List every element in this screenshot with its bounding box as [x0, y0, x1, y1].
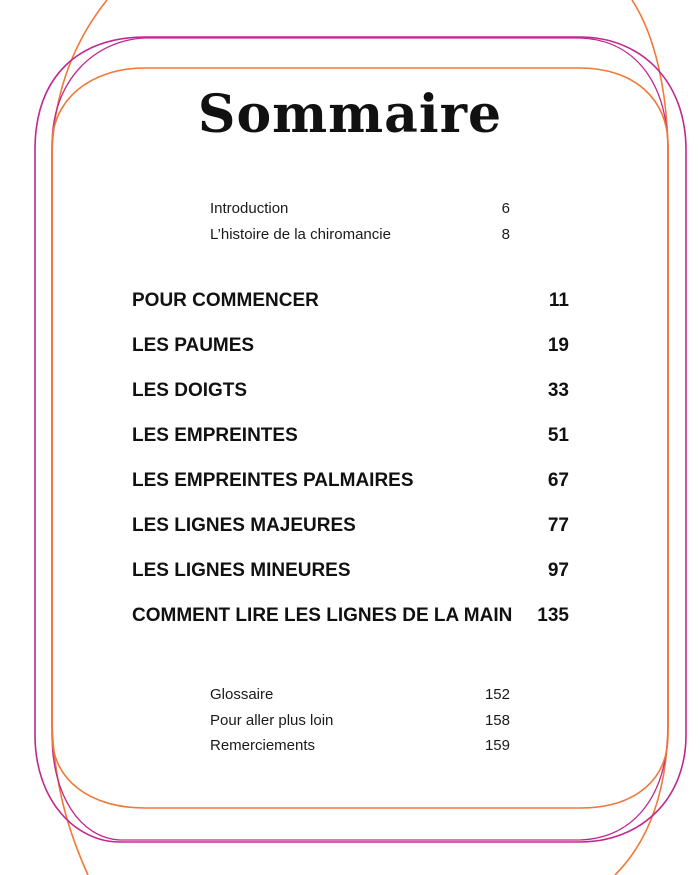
toc-chapter-label: LES LIGNES MAJEURES [132, 515, 356, 536]
toc-chapter-page: 77 [547, 515, 569, 536]
toc-entry[interactable] [210, 682, 510, 708]
toc-chapter[interactable] [132, 290, 569, 335]
toc-chapter-page: 11 [548, 290, 569, 311]
toc-chapter-page: 135 [537, 605, 569, 626]
toc-chapter-page: 33 [547, 380, 569, 401]
toc-entry[interactable] [210, 222, 510, 248]
toc-chapter[interactable] [132, 380, 569, 425]
page-title: Sommaire [197, 84, 503, 145]
toc-entry-label: L’histoire de la chiromancie [210, 225, 391, 243]
toc-intro-section [210, 196, 510, 247]
toc-chapter[interactable] [132, 515, 569, 560]
toc-chapter-page: 19 [547, 335, 569, 356]
toc-chapter[interactable] [132, 560, 569, 605]
toc-chapter-page: 67 [547, 470, 569, 491]
toc-chapter-label: LES EMPREINTES [132, 425, 298, 446]
toc-chapter-label: COMMENT LIRE LES LIGNES DE LA MAIN [132, 605, 513, 626]
toc-chapter[interactable] [132, 335, 569, 380]
toc-chapter-label: LES DOIGTS [132, 380, 248, 401]
toc-chapter-label: POUR COMMENCER [132, 290, 319, 311]
toc-chapter-page: 51 [547, 425, 569, 446]
toc-back-section [210, 682, 510, 759]
toc-entry-page: 8 [501, 225, 510, 243]
toc-entry-label: Introduction [210, 200, 289, 217]
toc-chapter-label: LES LIGNES MINEURES [132, 560, 351, 581]
toc-entry-page: 6 [501, 200, 510, 217]
toc-entry-page: 152 [484, 686, 510, 703]
toc-chapters-section [132, 290, 569, 650]
toc-entry[interactable] [210, 196, 510, 222]
toc-entry-label: Glossaire [210, 686, 274, 703]
toc-chapter[interactable] [132, 425, 569, 470]
toc-entry[interactable] [210, 708, 510, 734]
toc-chapter[interactable] [132, 470, 569, 515]
toc-chapter-page: 97 [547, 560, 569, 581]
toc-entry-page: 158 [484, 711, 510, 729]
toc-entry-label: Remerciements [210, 737, 316, 754]
toc-chapter[interactable] [132, 605, 569, 650]
toc-entry-page: 159 [484, 737, 510, 754]
toc-entry[interactable] [210, 733, 510, 759]
toc-chapter-label: LES PAUMES [132, 335, 255, 356]
toc-chapter-label: LES EMPREINTES PALMAIRES [132, 470, 414, 491]
toc-entry-label: Pour aller plus loin [210, 711, 334, 729]
